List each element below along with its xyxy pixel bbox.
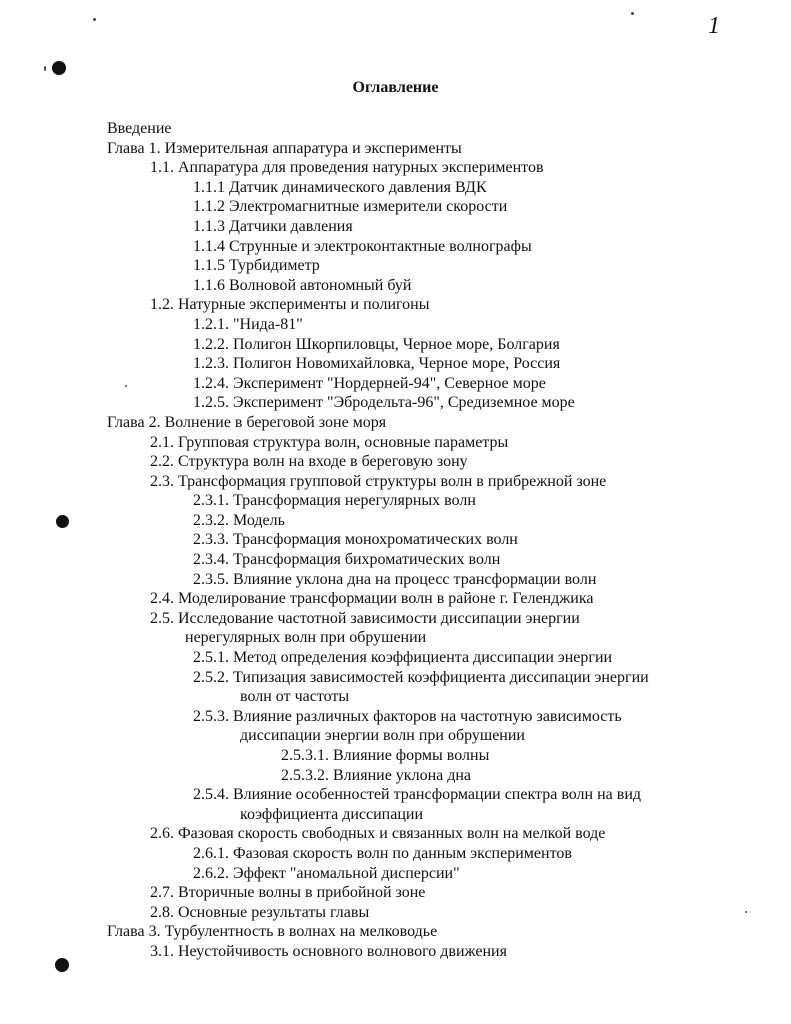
toc-entry-text: 2.6.2. Эффект "аномальной дисперсии" [193, 864, 460, 882]
page-number: 1 [708, 13, 720, 39]
toc-entry [0, 707, 791, 727]
toc-entry [0, 530, 791, 550]
toc-entry-text: 2.5. Исследование частотной зависимости диссипации энергии [150, 609, 580, 627]
toc-entry-text: 2.4. Моделирование трансформации волн в районе г. Геленджика [150, 590, 594, 608]
toc-entry-text: 2.5.3.1. Влияние формы волны [281, 747, 490, 764]
toc-entry [0, 256, 791, 276]
toc-entry [0, 726, 791, 746]
toc-entry [0, 354, 791, 374]
toc-entry-text: Глава 3. Турбулентность в волнах на мелководье [107, 923, 438, 941]
toc-entry-text: нерегулярных волн при обрушении [185, 629, 427, 647]
toc-entry [0, 374, 791, 394]
scan-speck [44, 66, 46, 71]
toc-entry [0, 197, 791, 217]
toc-entry [0, 276, 791, 296]
toc-entry-text: 1.1.6 Волновой автономный буй [193, 276, 412, 294]
toc-entry-text: 2.2. Структура волн на входе в береговую зону [150, 453, 468, 471]
toc-entry [0, 158, 791, 178]
toc-entry-text: 2.5.2. Типизация зависимостей коэффициента диссипации энергии [193, 668, 649, 686]
toc-entry [0, 491, 791, 511]
toc-entry [0, 628, 791, 648]
toc-entry [0, 746, 791, 766]
page-title: Оглавление [352, 79, 439, 96]
toc-entry [0, 217, 791, 237]
toc-entry [0, 393, 791, 413]
table-of-contents [0, 119, 791, 962]
toc-entry-text: 2.8. Основные результаты главы [150, 903, 370, 921]
toc-entry [0, 433, 791, 453]
toc-entry [0, 668, 791, 688]
scan-speck [631, 12, 634, 15]
toc-entry [0, 687, 791, 707]
toc-entry-text: 1.1. Аппаратура для проведения натурных экспериментов [150, 159, 544, 177]
toc-entry [0, 335, 791, 355]
toc-entry-text: 1.2. Натурные эксперименты и полигоны [150, 296, 430, 314]
toc-entry [0, 903, 791, 923]
toc-entry-text: 2.3.1. Трансформация нерегулярных волн [193, 492, 476, 510]
toc-entry [0, 119, 791, 139]
toc-entry-text: 2.3.2. Модель [193, 511, 285, 529]
toc-entry-text: Глава 1. Измерительная аппаратура и эксперименты [107, 139, 462, 157]
toc-entry-text: 1.1.3 Датчики давления [193, 217, 353, 235]
toc-entry-text: 1.2.4. Эксперимент "Нордерней-94", Северное море [193, 374, 546, 392]
toc-entry-text: коэффициента диссипации [240, 805, 424, 823]
toc-entry-text: Введение [107, 120, 172, 137]
punch-hole-mark [52, 61, 66, 75]
toc-entry-text: 2.5.1. Метод определения коэффициента диссипации энергии [193, 649, 613, 667]
toc-entry-text: 2.3. Трансформация групповой структуры волн в прибрежной зоне [150, 472, 607, 490]
toc-entry-text: 2.7. Вторичные волны в прибойной зоне [150, 884, 426, 902]
toc-entry-text: 2.3.3. Трансформация монохроматических волн [193, 531, 518, 549]
toc-entry-text: 1.1.1 Датчик динамического давления ВДК [193, 178, 487, 196]
toc-entry [0, 785, 791, 805]
toc-entry-text: 1.1.4 Струнные и электроконтактные волнографы [193, 237, 532, 255]
toc-entry-text: 2.5.3.2. Влияние уклона дна [281, 766, 472, 784]
toc-entry-text: 1.1.5 Турбидиметр [193, 257, 320, 275]
toc-entry [0, 922, 791, 942]
toc-entry [0, 237, 791, 257]
toc-entry [0, 589, 791, 609]
toc-entry [0, 844, 791, 864]
toc-entry-text: 3.1. Неустойчивость основного волнового движения [150, 942, 507, 960]
toc-entry [0, 511, 791, 531]
toc-entry-text: 1.2.1. "Нида-81" [193, 315, 303, 333]
toc-entry-text: волн от частоты [240, 688, 350, 706]
toc-entry [0, 766, 791, 786]
toc-entry [0, 648, 791, 668]
toc-entry [0, 178, 791, 198]
toc-entry [0, 883, 791, 903]
toc-entry-text: 1.2.2. Полигон Шкорпиловцы, Черное море, Болгария [193, 335, 560, 353]
toc-entry-text: 2.6. Фазовая скорость свободных и связанных волн на мелкой воде [150, 825, 606, 843]
toc-entry-text: 2.6.1. Фазовая скорость волн по данным экспериментов [193, 844, 572, 862]
toc-entry [0, 824, 791, 844]
toc-entry [0, 139, 791, 159]
toc-entry-text: диссипации энергии волн при обрушении [240, 727, 525, 745]
toc-entry [0, 315, 791, 335]
toc-entry-text: Глава 2. Волнение в береговой зоне моря [107, 413, 387, 431]
toc-entry [0, 609, 791, 629]
toc-entry-text: 2.5.3. Влияние различных факторов на частотную зависимость [193, 707, 622, 725]
toc-entry-text: 2.3.5. Влияние уклона дна на процесс трансформации волн [193, 570, 597, 588]
toc-entry [0, 942, 791, 962]
toc-entry-text: 1.2.3. Полигон Новомихайловка, Черное море, Россия [193, 355, 561, 373]
toc-entry [0, 295, 791, 315]
toc-entry-text: 2.5.4. Влияние особенностей трансформации спектра волн на вид [193, 786, 642, 804]
toc-entry [0, 570, 791, 590]
toc-entry-text: 2.1. Групповая структура волн, основные параметры [150, 433, 509, 451]
toc-entry [0, 472, 791, 492]
toc-entry [0, 805, 791, 825]
toc-entry [0, 413, 791, 433]
toc-entry [0, 452, 791, 472]
toc-entry-text: 1.2.5. Эксперимент "Эбродельта-96", Средиземное море [193, 394, 575, 412]
toc-entry-text: 2.3.4. Трансформация бихроматических волн [193, 551, 501, 569]
toc-entry [0, 550, 791, 570]
scan-speck [93, 18, 96, 21]
toc-entry-text: 1.1.2 Электромагнитные измерители скорости [193, 198, 508, 216]
toc-entry [0, 864, 791, 884]
